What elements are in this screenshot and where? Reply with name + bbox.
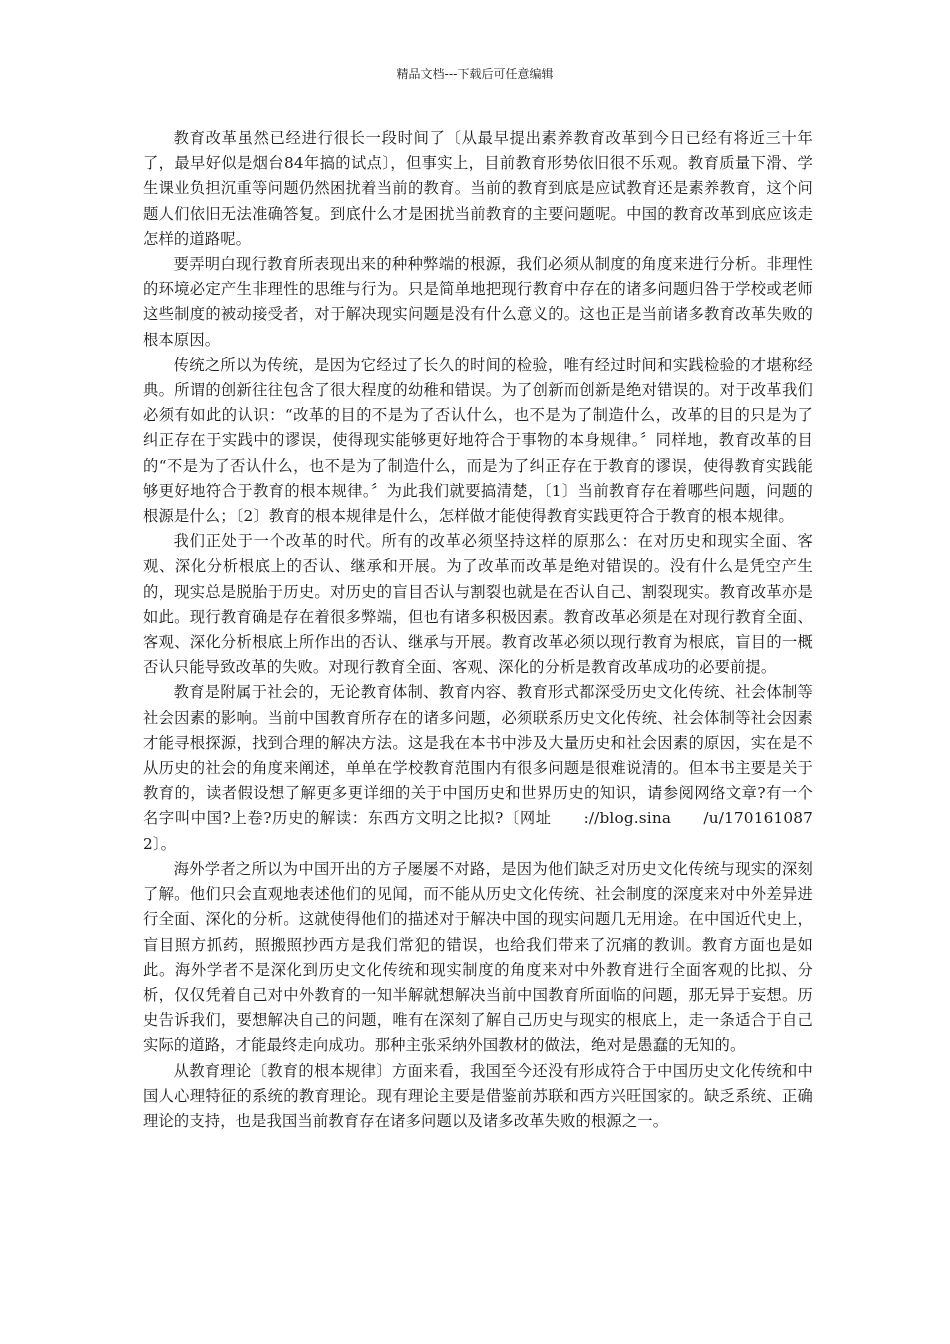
page-header: 精品文档---下载后可任意编辑: [396, 67, 554, 81]
paragraph: 教育是附属于社会的，无论教育体制、教育内容、教育形式都深受历史文化传统、社会体制等社会因素的影响。当前中国教育所存在的诸多问题，必须联系历史文化传统、社会体制等社会因素才能寻根探源，找到合理的解决方法。这是我在本书中涉及大量历史和社会因素的原因，实在是不从历史的社会的角度来阐述，单单在学校教育范围内有很多问题是很难说清的。但本书主要是关于教育的，读者假设想了解更多更详细的关于中国历史和世界历史的知识，请参阅网络文章?有一个名字叫中国?上卷?历史的解读：东西方文明之比拟?〔网址 ://blog.sina /u/1701610872〕。: [143, 683, 813, 853]
document-body: [143, 126, 813, 1134]
paragraph: 教育改革虽然已经进行很长一段时间了〔从最早提出素养教育改革到今日已经有将近三十年了，最早好似是烟台84年搞的试点〕，但事实上，目前教育形势依旧很不乐观。教育质量下滑、学生课业负担沉重等问题仍然困扰着当前的教育。当前的教育到底是应试教育还是素养教育，这个问题人们依旧无法准确答复。到底什么才是困扰当前教育的主要问题呢。中国的教育改革到底应该走怎样的道路呢。: [143, 129, 813, 248]
paragraph: 我们正处于一个改革的时代。所有的改革必须坚持这样的原那么：在对历史和现实全面、客观、深化分析根底上的否认、继承和开展。为了改革而改革是绝对错误的。没有什么是凭空产生的，现实总是脱胎于历史。对历史的盲目否认与割裂也就是在否认自己、割裂现实。教育改革亦是如此。现行教育确是存在着很多弊端，但也有诸多积极因素。教育改革必须是在对现行教育全面、客观、深化分析根底上所作出的否认、继承与开展。教育改革必须以现行教育为根底，盲目的一概否认只能导致改革的失败。对现行教育全面、客观、深化的分析是教育改革成功的必要前提。: [143, 532, 813, 677]
paragraph: 海外学者之所以为中国开出的方子屡屡不对路，是因为他们缺乏对历史文化传统与现实的深刻了解。他们只会直观地表述他们的见闻，而不能从历史文化传统、社会制度的深度来对中外差异进行全面、深化的分析。这就使得他们的描述对于解决中国的现实问题几无用途。在中国近代史上，盲目照方抓药，照搬照抄西方是我们常犯的错误，也给我们带来了沉痛的教训。教育方面也是如此。海外学者不是深化到历史文化传统和现实制度的角度来对中外教育进行全面客观的比拟、分析，仅仅凭着自己对中外教育的一知半解就想解决当前中国教育所面临的问题，那无异于妄想。历史告诉我们，要想解决自己的问题，唯有在深刻了解自己历史与现实的根底上，走一条适合于自己实际的道路，才能最终走向成功。那种主张采纳外国教材的做法，绝对是愚蠢的无知的。: [143, 859, 813, 1055]
paragraph: 要弄明白现行教育所表现出来的种种弊端的根源，我们必须从制度的角度来进行分析。非理性的环境必定产生非理性的思维与行为。只是简单地把现行教育中存在的诸多问题归咎于学校或老师这些制度的被动接受者，对于解决现实问题是没有什么意义的。这也正是当前诸多教育改革失败的根本原因。: [143, 255, 813, 349]
paragraph: 从教育理论〔教育的根本规律〕方面来看，我国至今还没有形成符合于中国历史文化传统和中国人心理特征的系统的教育理论。现有理论主要是借鉴前苏联和西方兴旺国家的。缺乏系统、正确理论的支持，也是我国当前教育存在诸多问题以及诸多改革失败的根源之一。: [143, 1061, 813, 1130]
paragraph: 传统之所以为传统，是因为它经过了长久的时间的检验，唯有经过时间和实践检验的才堪称经典。所谓的创新往往包含了很大程度的幼稚和错误。为了创新而创新是绝对错误的。对于改革我们必须有如此的认识：“改革的目的不是为了否认什么，也不是为了制造什么，改革的目的只是为了纠正存在于实践中的谬误，使得现实能够更好地符合于事物的本身规律。〞同样地，教育改革的目的“不是为了否认什么，也不是为了制造什么，而是为了纠正存在于教育的谬误，使得教育实践能够更好地符合于教育的根本规律。〞为此我们就要搞清楚，〔1〕当前教育存在着哪些问题，问题的根源是什么；〔2〕教育的根本规律是什么，怎样做才能使得教育实践更符合于教育的根本规律。: [143, 355, 813, 526]
